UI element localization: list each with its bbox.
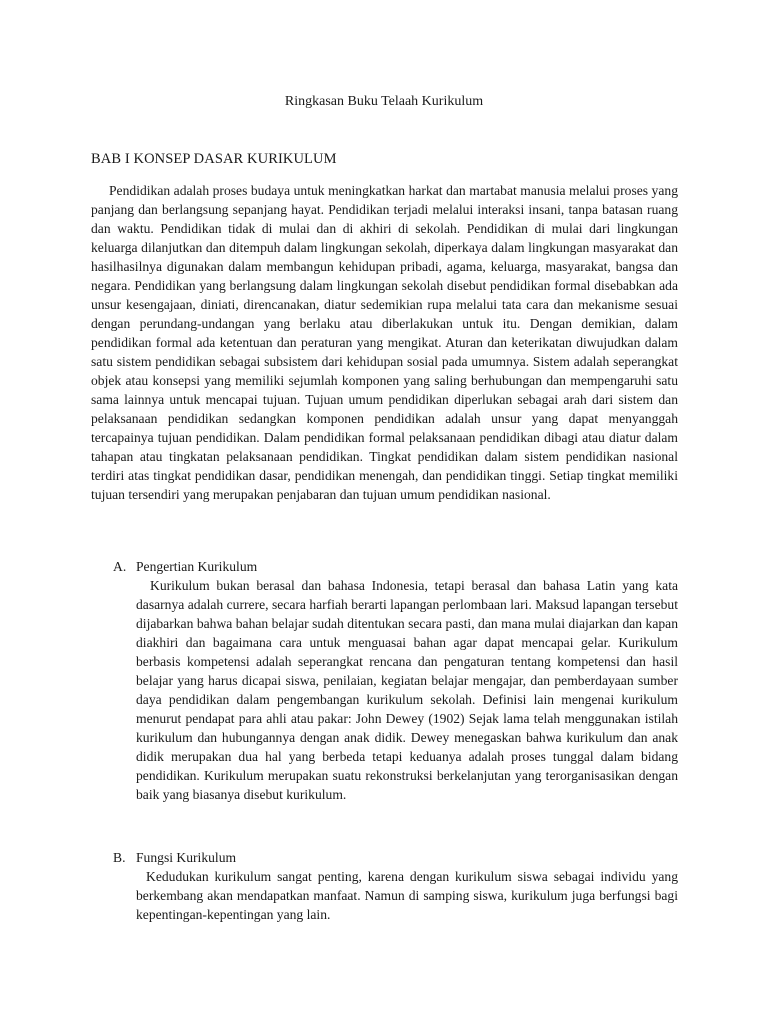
section-a-heading xyxy=(113,557,257,576)
section-b-letter: B. xyxy=(113,850,126,865)
chapter-heading: BAB I KONSEP DASAR KURIKULUM xyxy=(91,151,337,167)
section-b-body: Kedudukan kurikulum sangat penting, karena dengan kurikulum siswa sebagai individu yang berkembang akan mendapatkan manfaat. Namun di samping siswa, kurikulum juga berfungsi bagi kepentingan-kepentingan yang lain. xyxy=(136,869,678,922)
section-b-heading xyxy=(113,848,236,867)
section-a-letter: A. xyxy=(113,559,127,574)
document-title: Ringkasan Buku Telaah Kurikulum xyxy=(284,94,484,109)
intro-paragraph: Pendidikan adalah proses budaya untuk meningkatkan harkat dan martabat manusia melalui proses yang panjang dan berlangsung sepanjang hayat. Pendidikan terjadi melalui interaksi insani, tanpa batasan ruang dan waktu. Pendidikan tidak di mulai dan di akhiri di sekolah. Pendidikan di mulai dari lingkungan keluarga dilanjutkan dan ditempuh dalam lingkungan sekolah, diperkaya dalam lingkungan masyarakat dan hasilhasilnya digunakan dalam membangun kehidupan pribadi, agama, keluarga, masyarakat, bangsa dan negara. Pendidikan yang berlangsung dalam lingkungan sekolah disebut pendidikan formal disebabkan ada unsur kesengajaan, diniati, direncanakan, diatur sedemikian rupa melalui tata cara dan mekanisme sesuai dengan perundang-undangan yang berlaku atau diberlakukan untuk itu. Dengan demikian, dalam pendidikan formal ada ketentuan dan peraturan yang mengikat. Aturan dan keterikatan diwujudkan dalam satu sistem pendidikan sebagai subsistem dari kehidupan sosial pada umumnya. Sistem adalah seperangkat objek atau konsepsi yang memiliki sejumlah komponen yang saling berhubungan dan mempengaruhi satu sama lainnya untuk mencapai tujuan. Tujuan umum pendidikan diperlukan sebagai arah dari sistem dan pelaksanaan pendidikan sedangkan komponen pendidikan adalah unsur yang dapat menyanggah tercapainya tujuan pendidikan. Dalam pendidikan formal pelaksanaan pendidikan dibagi atau diatur dalam tahapan atau tingkatan pelaksanaan pendidikan. Tingkat pendidikan dalam sistem pendidikan nasional terdiri atas tingkat pendidikan dasar, pendidikan menengah, dan pendidikan tinggi. Setiap tingkat memiliki tujuan tersendiri yang merupakan penjabaran dan tujuan umum pendidikan nasional. xyxy=(91,183,678,502)
section-a-title: Pengertian Kurikulum xyxy=(136,559,258,574)
section-b-title: Fungsi Kurikulum xyxy=(136,850,237,865)
section-a-body: Kurikulum bukan berasal dan bahasa Indonesia, tetapi berasal dan bahasa Latin yang kata dasarnya adalah currere, secara harfiah berarti lapangan perlombaan lari. Maksud lapangan tersebut dijabarkan bahwa bahan belajar sudah ditentukan secara pasti, dan mana mulai diajarkan dan kapan diakhiri dan bagaimana cara untuk menguasai bahan agar dapat mencapai gelar. Kurikulum berbasis kompetensi adalah seperangkat rencana dan pengaturan tentang kompetensi dan hasil belajar yang harus dicapai siswa, penilaian, kegiatan belajar mengajar, dan pemberdayaan sumber daya pendidikan dalam pengembangan kurikulum sekolah. Definisi lain mengenai kurikulum menurut pendapat para ahli atau pakar: John Dewey (1902) Sejak lama telah menggunakan istilah kurikulum dan hubungannya dengan anak didik. Dewey menegaskan bahwa kurikulum dan anak didik merupakan dua hal yang berbeda tetapi keduanya adalah proses tunggal dalam bidang pendidikan. Kurikulum merupakan suatu rekonstruksi berkelanjutan yang terorganisasikan dengan baik yang biasanya disebut kurikulum. xyxy=(136,578,678,802)
